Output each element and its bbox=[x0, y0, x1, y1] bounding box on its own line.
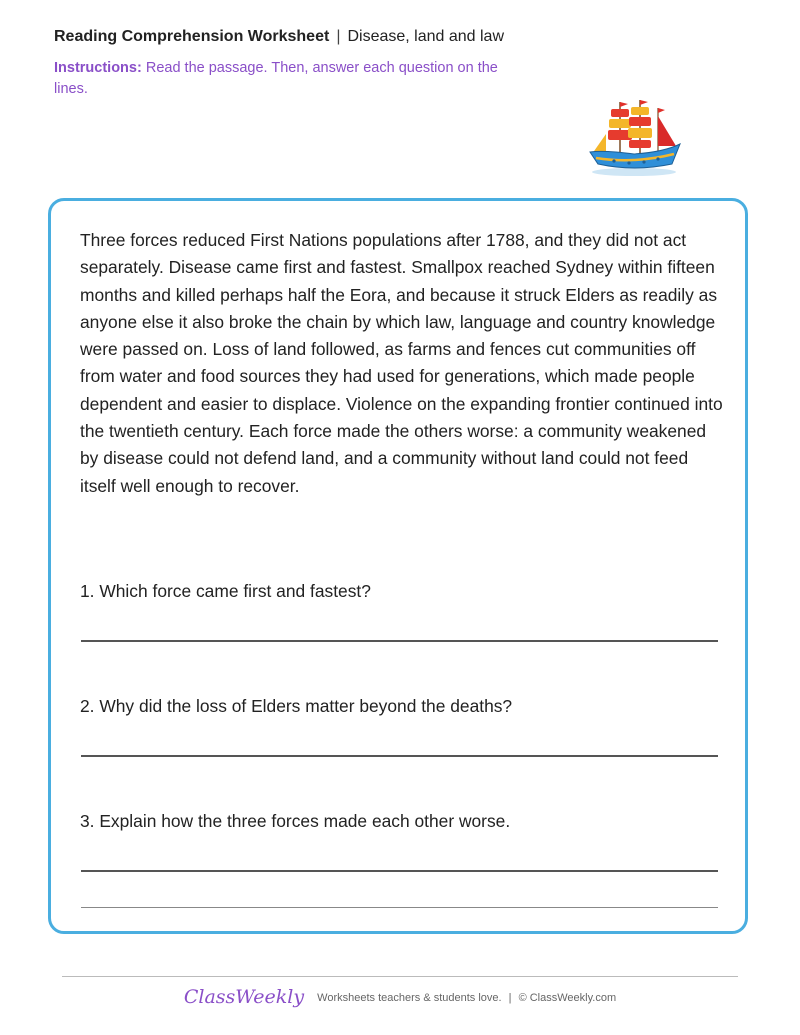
reading-passage: Three forces reduced First Nations populations after 1788, and they did not act separately. Disease came first and fastest. Smallpox reached Sydney within fifteen months and killed perhaps half the Eora, and because it struck Elders as readily as anyone else it also broke the chain by which law, language and country knowledge were passed on. Loss of land followed, as farms and fences cut communities off from water and food sources they had used for generations, which made people dependent and easier to displace. Violence on the expanding frontier continued into the twentieth century. Each force made the others worse: a community weakened by disease could not defend land, and a community without land could not feed itself well enough to recover. bbox=[80, 230, 723, 496]
footer bbox=[0, 986, 800, 1008]
instructions-label: Instructions: bbox=[54, 60, 142, 76]
worksheet-header bbox=[54, 28, 504, 46]
footer-tagline: Worksheets teachers & students love. bbox=[317, 992, 502, 1004]
sailing-ship-icon bbox=[584, 98, 684, 178]
question-2: 2. Why did the loss of Elders matter beyond the deaths? bbox=[80, 696, 513, 716]
footer-copyright: © ClassWeekly.com bbox=[518, 992, 617, 1004]
worksheet-topic: Disease, land and law bbox=[347, 28, 505, 45]
question-3: 3. Explain how the three forces made each other worse. bbox=[80, 811, 511, 831]
brand-logo: ClassWeekly bbox=[183, 986, 305, 1008]
answer-line-1[interactable] bbox=[81, 640, 718, 642]
question-1: 1. Which force came first and fastest? bbox=[80, 581, 371, 601]
instructions bbox=[54, 58, 514, 100]
instructions-text: Read the passage. Then, answer each question on the lines. bbox=[54, 60, 498, 97]
answer-line-3a[interactable] bbox=[81, 870, 718, 872]
answer-line-3b[interactable] bbox=[81, 907, 718, 908]
footer-separator: | bbox=[508, 992, 512, 1004]
header-separator: | bbox=[336, 28, 341, 45]
answer-line-2[interactable] bbox=[81, 755, 718, 757]
worksheet-title: Reading Comprehension Worksheet bbox=[54, 28, 330, 45]
footer-divider bbox=[62, 976, 738, 977]
